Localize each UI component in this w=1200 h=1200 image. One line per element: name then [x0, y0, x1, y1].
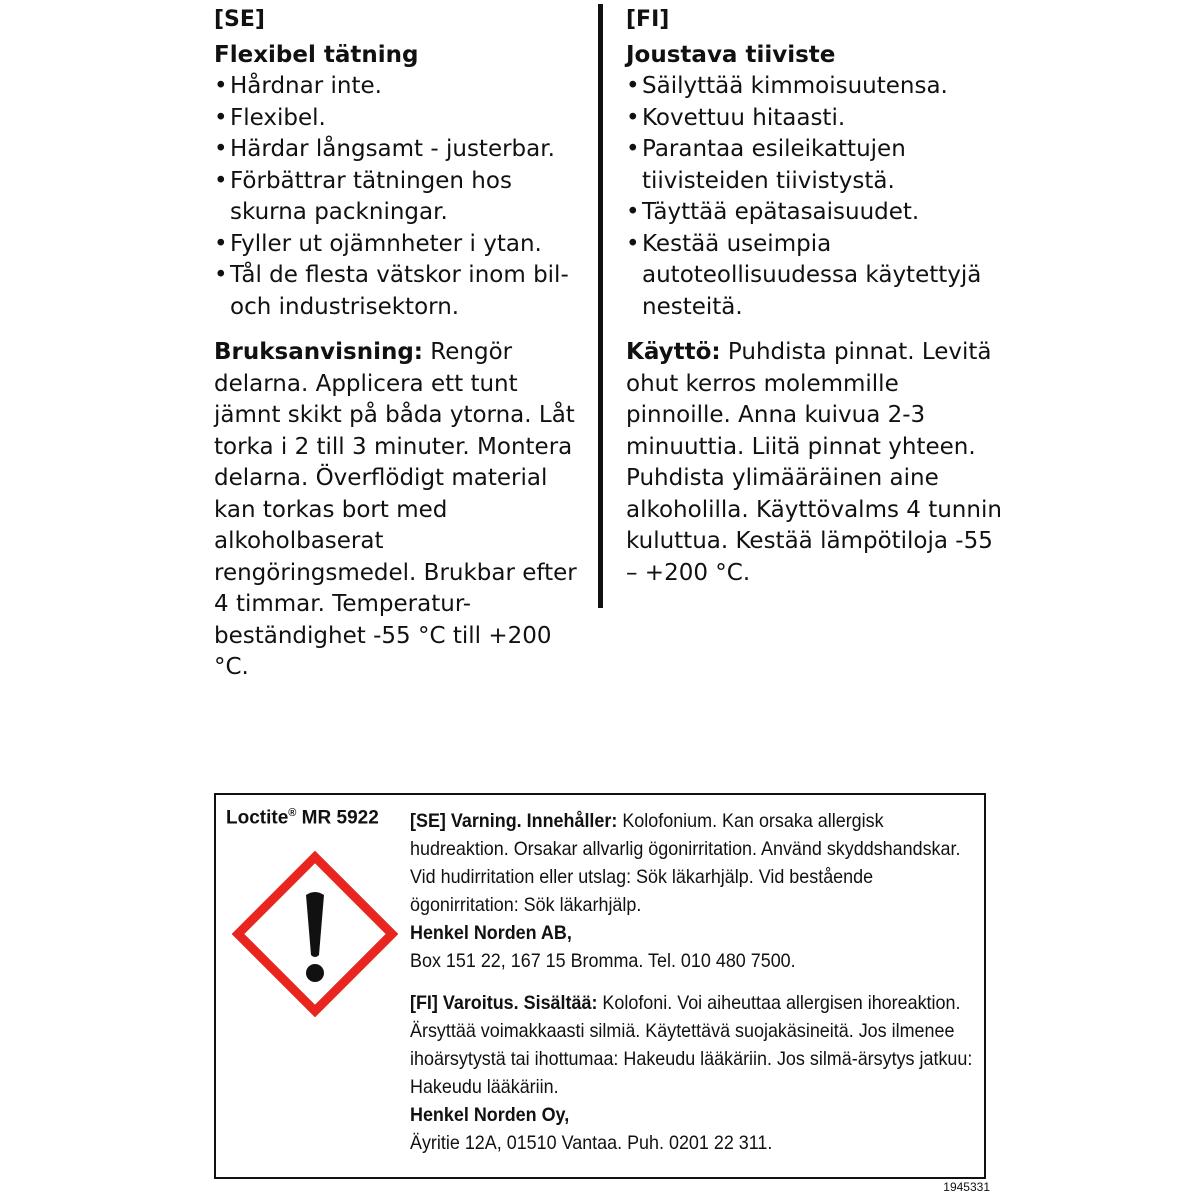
list-item: • Flexibel. — [214, 103, 586, 135]
fi-hazard-statement — [410, 989, 980, 1101]
hazard-statements — [410, 807, 980, 1157]
se-heading: Flexibel tätning — [214, 41, 419, 68]
se-hazard-text: Kolofonium. Kan orsaka allergisk hudreaktion. Orsakar allvarlig ögonirritation. Använd skyddshandskar. Vid hudirritation eller utslag: Sök läkarhjälp. Vid bestående ögonirritation: Sök läkarhjälp. — [410, 810, 961, 916]
exclamation-mark-hazard-icon — [232, 851, 398, 1017]
fi-language-tag: [FI] — [626, 7, 670, 32]
se-hazard-label: [SE] Varning. Innehåller: — [410, 810, 618, 832]
se-usage-text: Rengör delarna. Applicera ett tunt jämnt skikt på båda ytorna. Låt torka i 2 till 3 minuter. Montera delarna. Överflödigt material kan torkas bort med alkoholbaserat rengöringsmedel. Brukbar efter 4 timmar. Temperatur-beständighet -55 °C till +200 °C. — [214, 339, 577, 680]
fi-column — [626, 4, 1006, 589]
fi-bullet-list — [626, 71, 1006, 323]
se-hazard-statement — [410, 807, 980, 919]
se-company-name: Henkel Norden AB, — [410, 922, 572, 944]
product-brand: Loctite — [226, 807, 289, 829]
document-code: 1945331 — [943, 1180, 990, 1194]
list-item: • Tål de flesta vätskor inom bil- och industrisektorn. — [214, 260, 586, 323]
list-item: • Kovettuu hitaasti. — [626, 103, 1006, 135]
list-item: • Säilyttää kimmoisuutensa. — [626, 71, 1006, 103]
fi-company-address: Äyritie 12A, 01510 Vantaa. Puh. 0201 22 311. — [410, 1132, 773, 1154]
fi-usage-instructions — [626, 337, 1006, 589]
fi-heading: Joustava tiiviste — [626, 41, 836, 68]
se-language-tag: [SE] — [214, 7, 265, 32]
hazard-warning-box — [214, 793, 986, 1179]
fi-company-name: Henkel Norden Oy, — [410, 1104, 570, 1126]
list-item: • Förbättrar tätningen hos skurna packningar. — [214, 166, 586, 229]
list-item: • Täyttää epätasaisuudet. — [626, 197, 1006, 229]
product-code: MR 5922 — [296, 807, 379, 829]
fi-hazard-text: Kolofoni. Voi aiheuttaa allergisen ihoreaktion. Ärsyttää voimakkaasti silmiä. Käytettävä suojakäsineitä. Jos ilmenee ihoärsytystä tai ihottumaa: Hakeudu lääkäriin. Jos silmä-ärsytys jatkuu: Hakeudu lääkäriin. — [410, 992, 973, 1098]
list-item: • Kestää useimpia autoteollisuudessa käytettyjä nesteitä. — [626, 229, 1006, 324]
se-bullet-list — [214, 71, 586, 323]
registered-mark: ® — [288, 807, 297, 819]
column-divider — [598, 4, 603, 608]
list-item: • Härdar långsamt - justerbar. — [214, 134, 586, 166]
se-column — [214, 4, 586, 684]
product-name — [226, 807, 379, 829]
fi-hazard-label: [FI] Varoitus. Sisältää: — [410, 992, 598, 1014]
list-item: • Fyller ut ojämnheter i ytan. — [214, 229, 586, 261]
se-usage-instructions — [214, 337, 586, 684]
list-item: • Hårdnar inte. — [214, 71, 586, 103]
se-company-address: Box 151 22, 167 15 Bromma. Tel. 010 480 7500. — [410, 950, 796, 972]
list-item: • Parantaa esileikattujen tiivisteiden tiivistystä. — [626, 134, 1006, 197]
fi-usage-text: Puhdista pinnat. Levitä ohut kerros molemmille pinnoille. Anna kuivua 2-3 minuuttia. Liitä pinnat yhteen. Puhdista ylimääräinen aine alkoholilla. Käyttövalms 4 tunnin kuluttua. Kestää lämpötiloja -55 – +200 °C. — [626, 339, 1002, 586]
fi-usage-label: Käyttö: — [626, 339, 721, 365]
se-usage-label: Bruksanvisning: — [214, 339, 423, 365]
